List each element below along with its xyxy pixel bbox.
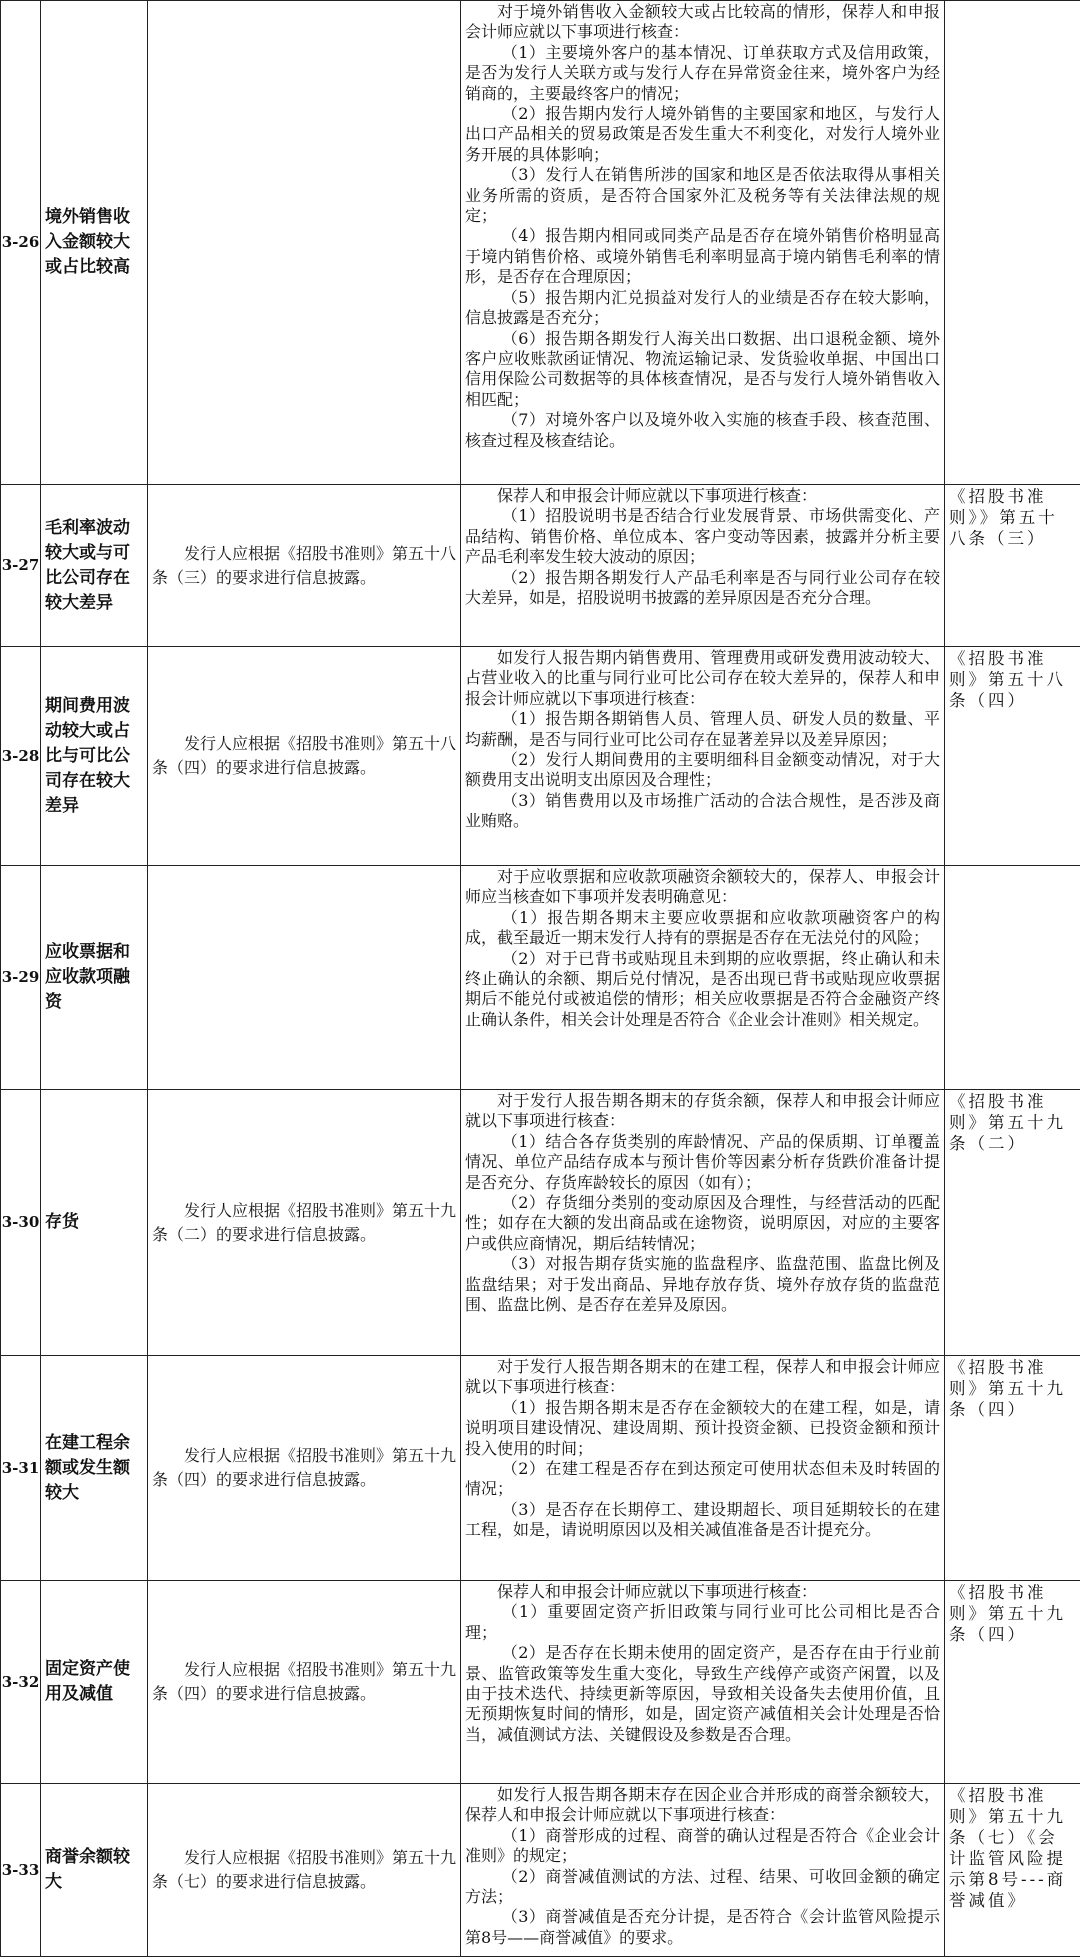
row-basis: 《招股书准则》第五十九条（七）《会计监管风险提示第8号---商誉减值》 <box>945 1784 1080 1957</box>
row-checks <box>461 485 945 647</box>
row-topic: 商誉余额较大 <box>41 1784 148 1957</box>
row-checks <box>461 866 945 1090</box>
row-topic: 存货 <box>41 1090 148 1356</box>
row-basis: 《招股书准则》第五十九条（四） <box>945 1581 1080 1784</box>
check-item: （1）商誉形成的过程、商誉的确认过程是否符合《企业会计准则》的规定； <box>465 1825 940 1866</box>
row-topic: 毛利率波动较大或与可比公司存在较大差异 <box>41 485 148 647</box>
row-code: 3-30 <box>1 1090 41 1356</box>
check-item: （4）报告期内相同或同类产品是否存在境外销售价格明显高于境内销售价格、或境外销售毛利率明显高于境内销售毛利率的情形，是否存在合理原因； <box>465 226 940 287</box>
check-intro: 对于发行人报告期各期末的存货余额，保荐人和申报会计师应就以下事项进行核查： <box>465 1091 940 1131</box>
row-disclosure: 发行人应根据《招股书准则》第五十九条（二）的要求进行信息披露。 <box>148 1090 461 1356</box>
check-item: （2）存货细分类别的变动原因及合理性，与经营活动的匹配性；如存在大额的发出商品或在途物资，说明原因，对应的主要客户或供应商情况，期后结转情况； <box>465 1193 940 1253</box>
check-item: （2）商誉减值测试的方法、过程、结果、可收回金额的确定方法； <box>465 1866 940 1907</box>
row-disclosure: 发行人应根据《招股书准则》第五十九条（四）的要求进行信息披露。 <box>148 1356 461 1581</box>
check-item: （2）在建工程是否存在到达预定可使用状态但未及时转固的情况； <box>465 1459 940 1499</box>
check-item: （1）结合各存货类别的库龄情况、产品的保质期、订单覆盖情况、单位产品结存成本与预计售价等因素分析存货跌价准备计提是否充分、存货库龄较长的原因（如有）； <box>465 1131 940 1192</box>
row-checks <box>461 1784 945 1957</box>
row-basis <box>945 1 1080 485</box>
table-row <box>1 1 1080 485</box>
check-item: （1）重要固定资产折旧政策与同行业可比公司相比是否合理； <box>465 1602 940 1642</box>
row-code: 3-32 <box>1 1581 41 1784</box>
row-checks <box>461 1356 945 1581</box>
row-code: 3-27 <box>1 485 41 647</box>
check-item: （1）报告期各期末是否存在金额较大的在建工程，如是，请说明项目建设情况、建设周期、预计投资金额、已投资金额和预计投入使用的时间； <box>465 1397 940 1458</box>
row-disclosure <box>148 1 461 485</box>
table-row <box>1 485 1080 647</box>
table-row <box>1 1581 1080 1784</box>
check-item: （1）报告期各期末主要应收票据和应收款项融资客户的构成，截至最近一期末发行人持有的票据是否存在无法兑付的风险； <box>465 907 940 948</box>
row-basis: 《招股书准则》第五十九条（二） <box>945 1090 1080 1356</box>
row-checks <box>461 647 945 866</box>
table-body <box>1 1 1080 1957</box>
check-item: （3）销售费用以及市场推广活动的合法合规性，是否涉及商业贿赂。 <box>465 790 940 831</box>
check-intro: 如发行人报告期内销售费用、管理费用或研发费用波动较大、占营业收入的比重与同行业可比公司存在较大差异的，保荐人和申报会计师应就以下事项进行核查： <box>465 648 940 708</box>
row-code: 3-28 <box>1 647 41 866</box>
check-intro: 对于境外销售收入金额较大或占比较高的情形，保荐人和申报会计师应就以下事项进行核查： <box>465 2 940 42</box>
row-checks <box>461 1 945 485</box>
row-disclosure: 发行人应根据《招股书准则》第五十八条（三）的要求进行信息披露。 <box>148 485 461 647</box>
table-row <box>1 647 1080 866</box>
check-intro: 保荐人和申报会计师应就以下事项进行核查： <box>497 1582 818 1601</box>
row-topic: 境外销售收入金额较大或占比较高 <box>41 1 148 485</box>
row-topic: 应收票据和应收款项融资 <box>41 866 148 1090</box>
check-item: （1）招股说明书是否结合行业发展背景、市场供需变化、产品结构、销售价格、单位成本、客户变动等因素，披露并分析主要产品毛利率发生较大波动的原因； <box>465 506 940 567</box>
check-item: （3）商誉减值是否充分计提，是否符合《会计监管风险提示第8号——商誉减值》的要求。 <box>465 1907 940 1947</box>
row-basis <box>945 866 1080 1090</box>
check-item: （2）报告期各期发行人产品毛利率是否与同行业公司存在较大差异，如是，招股说明书披露的差异原因是否充分合理。 <box>465 567 940 608</box>
table-row <box>1 1090 1080 1356</box>
check-item: （2）是否存在长期未使用的固定资产，是否存在由于行业前景、监管政策等发生重大变化，导致生产线停产或资产闲置，以及由于技术迭代、持续更新等原因，导致相关设备失去使用价值，且无预期恢复时间的情形，如是，固定资产减值相关会计处理是否恰当，减值测试方法、关键假设及参数是否合理。 <box>465 1643 940 1744</box>
row-checks <box>461 1090 945 1356</box>
row-disclosure: 发行人应根据《招股书准则》第五十九条（七）的要求进行信息披露。 <box>148 1784 461 1957</box>
check-intro: 对于应收票据和应收款项融资余额较大的，保荐人、申报会计师应当核查如下事项并发表明确意见： <box>465 867 940 907</box>
check-item: （7）对境外客户以及境外收入实施的核查手段、核查范围、核查过程及核查结论。 <box>465 410 940 450</box>
table-row <box>1 1784 1080 1957</box>
row-topic: 在建工程余额或发生额较大 <box>41 1356 148 1581</box>
row-topic: 期间费用波动较大或占比与可比公司存在较大差异 <box>41 647 148 866</box>
table-row <box>1 866 1080 1090</box>
check-item: （3）对报告期存货实施的监盘程序、监盘范围、监盘比例及监盘结果；对于发出商品、异地存放存货、境外存放存货的监盘范围、监盘比例、是否存在差异及原因。 <box>465 1254 940 1315</box>
row-disclosure: 发行人应根据《招股书准则》第五十九条（四）的要求进行信息披露。 <box>148 1581 461 1784</box>
row-code: 3-33 <box>1 1784 41 1957</box>
check-intro: 对于发行人报告期各期末的在建工程，保荐人和申报会计师应就以下事项进行核查： <box>465 1357 940 1397</box>
check-item: （1）主要境外客户的基本情况、订单获取方式及信用政策，是否为发行人关联方或与发行人存在异常资金往来，境外客户为经销商的，主要最终客户的情况； <box>465 42 940 103</box>
check-item: （3）是否存在长期停工、建设期超长、项目延期较长的在建工程，如是，请说明原因以及相关减值准备是否计提充分。 <box>465 1499 940 1540</box>
row-basis: 《招股书准则》第五十八条（四） <box>945 647 1080 866</box>
row-disclosure: 发行人应根据《招股书准则》第五十八条（四）的要求进行信息披露。 <box>148 647 461 866</box>
row-checks <box>461 1581 945 1784</box>
check-intro: 保荐人和申报会计师应就以下事项进行核查： <box>497 486 818 505</box>
check-item: （6）报告期各期发行人海关出口数据、出口退税金额、境外客户应收账款函证情况、物流运输记录、发货验收单据、中国出口信用保险公司数据等的具体核查情况，是否与发行人境外销售收入相匹配； <box>465 328 940 409</box>
check-item: （2）对于已背书或贴现且未到期的应收票据，终止确认和未终止确认的余额、期后兑付情况，是否出现已背书或贴现应收票据期后不能兑付或被追偿的情形；相关应收票据是否符合金融资产终止确认条件，相关会计处理是否符合《企业会计准则》相关规定。 <box>465 948 940 1029</box>
check-item: （3）发行人在销售所涉的国家和地区是否依法取得从事相关业务所需的资质，是否符合国家外汇及税务等有关法律法规的规定； <box>465 165 940 226</box>
check-item: （1）报告期各期销售人员、管理人员、研发人员的数量、平均薪酬，是否与同行业可比公司存在显著差异以及差异原因； <box>465 709 940 749</box>
check-item: （2）报告期内发行人境外销售的主要国家和地区，与发行人出口产品相关的贸易政策是否发生重大不利变化，对发行人境外业务开展的具体影响； <box>465 104 940 164</box>
row-basis: 《招股书准则》第五十九条（四） <box>945 1356 1080 1581</box>
check-item: （5）报告期内汇兑损益对发行人的业绩是否存在较大影响，信息披露是否充分； <box>465 287 940 328</box>
row-code: 3-29 <box>1 866 41 1090</box>
row-basis: 《招股书准则》》第五十八条（三） <box>945 485 1080 647</box>
check-item: （2）发行人期间费用的主要明细科目金额变动情况，对于大额费用支出说明支出原因及合理性； <box>465 750 940 790</box>
table-row <box>1 1356 1080 1581</box>
row-topic: 固定资产使用及减值 <box>41 1581 148 1784</box>
row-code: 3-31 <box>1 1356 41 1581</box>
row-code: 3-26 <box>1 1 41 485</box>
row-disclosure <box>148 866 461 1090</box>
check-intro: 如发行人报告期各期末存在因企业合并形成的商誉余额较大，保荐人和申报会计师应就以下事项进行核查： <box>465 1785 940 1825</box>
